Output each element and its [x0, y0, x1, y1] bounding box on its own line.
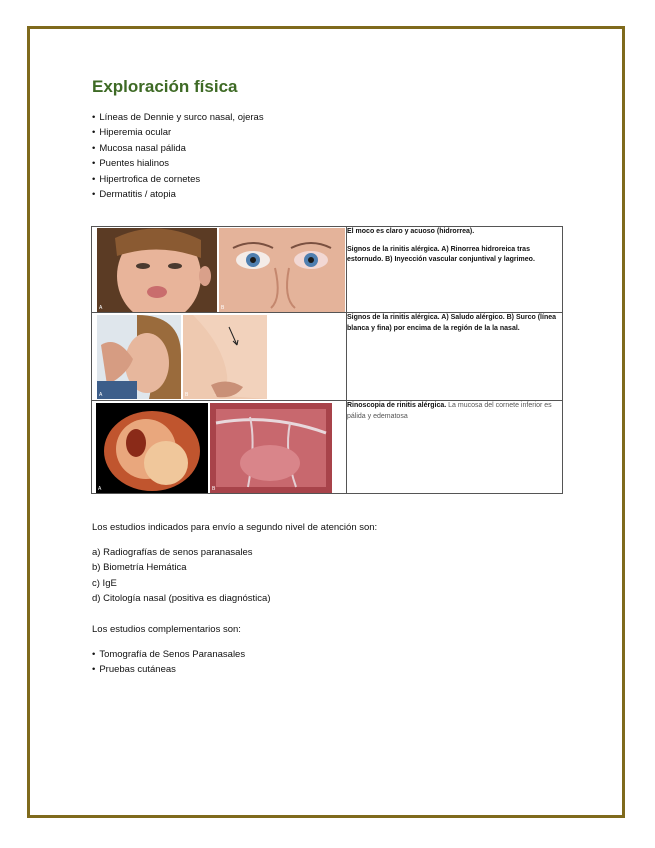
figure-images-3: [92, 401, 347, 494]
caption-text: La mucosa del cornete inferior es pálida y edematosa: [347, 402, 552, 420]
photo-allergic-salute: [97, 315, 181, 399]
complementary-list: [92, 647, 245, 678]
photo-eyes-closeup: [219, 228, 345, 312]
figure-row-3: [92, 401, 563, 494]
list-item: c) IgE: [92, 577, 117, 589]
findings-list: [92, 110, 264, 202]
list-item: • Líneas de Dennie y surco nasal, ojeras: [92, 110, 264, 125]
referral-intro: Los estudios indicados para envío a segundo nivel de atención son:: [92, 522, 378, 533]
list-item: d) Citología nasal (positiva es diagnóstica): [92, 593, 271, 605]
figure-images-2: [92, 313, 347, 401]
complementary-intro: Los estudios complementarios son:: [92, 624, 241, 635]
list-item: • Tomografía de Senos Paranasales: [92, 647, 245, 662]
figure-label: B: [185, 392, 189, 398]
list-item: b) Biometría Hemática: [92, 562, 187, 574]
caption-text: Signos de la rinitis alérgica. A) Rinorrea hidroreica tras estornudo. B) Inyección vascular conjuntival y lagrimeo.: [347, 245, 535, 263]
referral-list: [92, 545, 270, 607]
figure-label: B: [212, 486, 216, 492]
caption-text: Signos de la rinitis alérgica. A) Saludo alérgico. B) Surco (línea blanca y fina) por encima de la región de la la nasal.: [347, 314, 557, 332]
figure-caption-3: [347, 401, 563, 494]
list-item: • Pruebas cutáneas: [92, 662, 245, 677]
figure-row-1: [92, 227, 563, 313]
figure-label: A: [99, 305, 103, 311]
list-item: • Mucosa nasal pálida: [92, 141, 264, 156]
list-item: a) Radiografías de senos paranasales: [92, 547, 253, 558]
figure-label: A: [98, 486, 102, 492]
figure-label: B: [221, 305, 225, 311]
figure-caption-2: [347, 313, 563, 401]
list-item: • Hipertrofica de cornetes: [92, 172, 264, 187]
list-item: • Puentes hialinos: [92, 156, 264, 171]
figure-table: [91, 226, 563, 494]
figure-row-2: [92, 313, 563, 401]
photo-nasal-crease: [183, 315, 267, 399]
photo-rhinoscopy-a: [96, 403, 208, 493]
figure-images-1: [92, 227, 347, 313]
figure-caption-1: [347, 227, 563, 313]
photo-rhinoscopy-b: [210, 403, 332, 493]
photo-child-face: [97, 228, 217, 312]
list-item: • Hiperemia ocular: [92, 125, 264, 140]
list-item: • Dermatitis / atopia: [92, 187, 264, 202]
figure-label: A: [99, 392, 103, 398]
caption-text: El moco es claro y acuoso (hidrorrea).: [347, 228, 475, 235]
section-title: Exploración física: [92, 77, 238, 96]
caption-bold: Rinoscopia de rinitis alérgica.: [347, 402, 447, 409]
